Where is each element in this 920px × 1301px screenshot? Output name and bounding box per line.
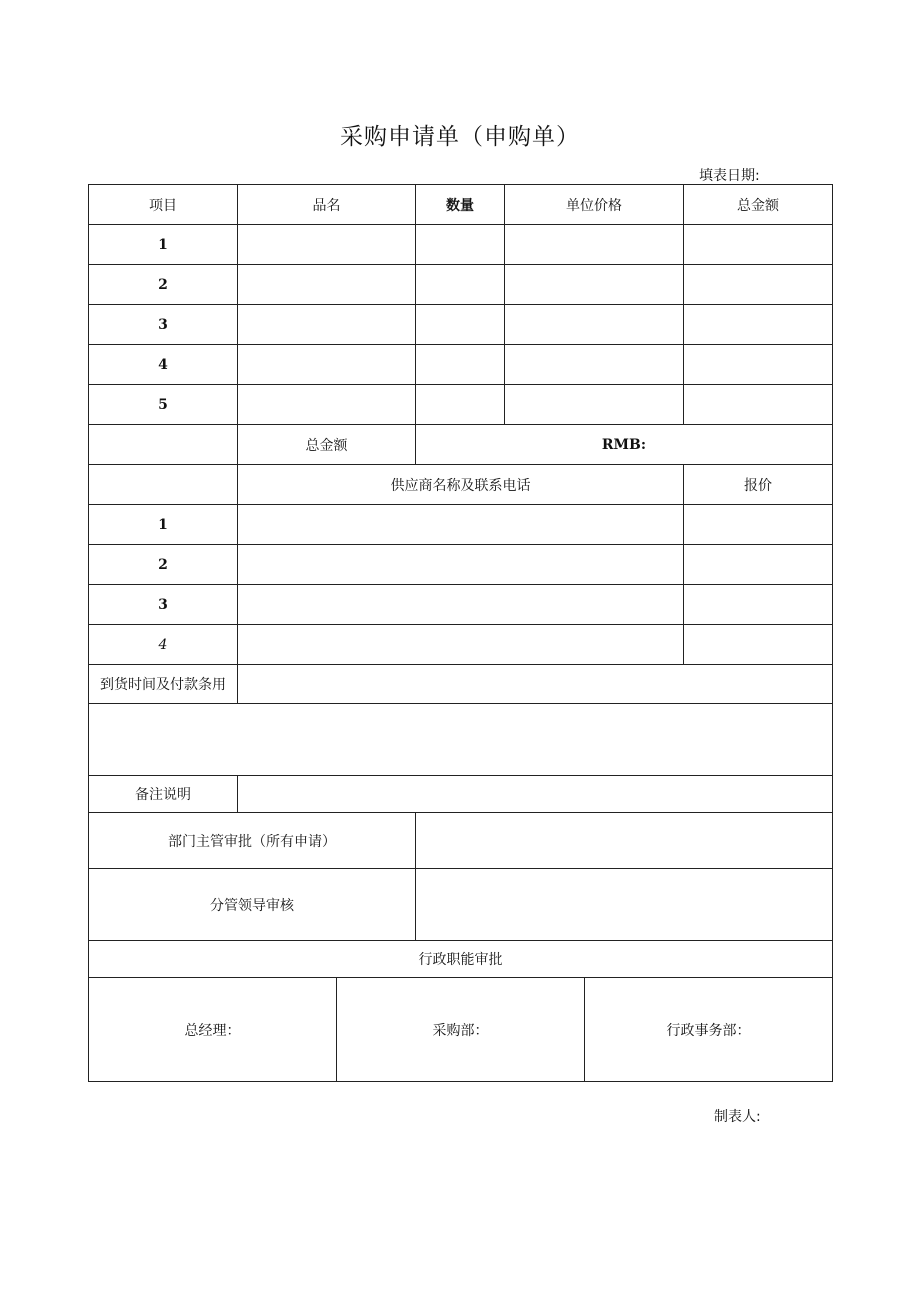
total-rmb-cell[interactable]: RMB:	[416, 425, 833, 465]
item-unit-price-cell[interactable]	[505, 265, 684, 305]
signature-row	[89, 978, 833, 1082]
supplier-row	[89, 585, 833, 625]
supplier-info-cell[interactable]	[238, 625, 684, 665]
leader-review-value-cell[interactable]	[416, 869, 833, 941]
maker-label: 制表人:	[714, 1109, 761, 1125]
item-total-cell[interactable]	[684, 345, 833, 385]
supplier-header-blank	[89, 465, 238, 505]
delivery-label: 到货时间及付款条用	[89, 665, 238, 704]
remarks-value-cell[interactable]	[238, 776, 833, 813]
supplier-header-row	[89, 465, 833, 505]
header-unit-price: 单位价格	[505, 185, 684, 225]
header-name: 品名	[238, 185, 416, 225]
supplier-row	[89, 545, 833, 585]
item-number: 1	[89, 225, 238, 265]
item-quantity-cell[interactable]	[416, 345, 505, 385]
remarks-row	[89, 776, 833, 813]
leader-review-row	[89, 869, 833, 941]
supplier-info-cell[interactable]	[238, 545, 684, 585]
page-title: 采购申请单（申购单）	[340, 124, 580, 150]
item-name-cell[interactable]	[238, 385, 416, 425]
item-unit-price-cell[interactable]	[505, 225, 684, 265]
item-name-cell[interactable]	[238, 225, 416, 265]
item-row	[89, 305, 833, 345]
total-row	[89, 425, 833, 465]
item-number: 2	[89, 265, 238, 305]
supplier-number: 2	[89, 545, 238, 585]
supplier-row	[89, 505, 833, 545]
remarks-label: 备注说明	[89, 776, 238, 813]
purchase-request-table	[88, 184, 833, 1082]
item-name-cell[interactable]	[238, 305, 416, 345]
total-blank-cell	[89, 425, 238, 465]
item-unit-price-cell[interactable]	[505, 305, 684, 345]
item-quantity-cell[interactable]	[416, 265, 505, 305]
item-name-cell[interactable]	[238, 345, 416, 385]
admin-affairs-signature[interactable]: 行政事务部：	[666, 1022, 751, 1039]
supplier-quote-cell[interactable]	[684, 625, 833, 665]
item-number: 3	[89, 305, 238, 345]
admin-approval-row	[89, 941, 833, 978]
item-number: 5	[89, 385, 238, 425]
item-unit-price-cell[interactable]	[505, 385, 684, 425]
general-manager-signature[interactable]: 总经理：	[89, 978, 337, 1081]
dept-approval-value-cell[interactable]	[416, 813, 833, 869]
signature-table	[89, 978, 832, 1081]
supplier-info-cell[interactable]	[238, 505, 684, 545]
signature-container	[89, 978, 833, 1082]
item-name-cell[interactable]	[238, 265, 416, 305]
delivery-value-cell[interactable]	[238, 665, 833, 704]
admin-approval-label: 行政职能审批	[89, 941, 833, 978]
header-total-amount: 总金额	[684, 185, 833, 225]
item-total-cell[interactable]	[684, 385, 833, 425]
supplier-number: 1	[89, 505, 238, 545]
dept-approval-row	[89, 813, 833, 869]
header-row	[89, 185, 833, 225]
item-total-cell[interactable]	[684, 265, 833, 305]
header-quantity: 数量	[416, 185, 505, 225]
header-item: 项目	[89, 185, 238, 225]
fill-date-label: 填表日期:	[699, 168, 760, 184]
item-quantity-cell[interactable]	[416, 225, 505, 265]
total-label: 总金额	[238, 425, 416, 465]
item-quantity-cell[interactable]	[416, 385, 505, 425]
supplier-quote-cell[interactable]	[684, 505, 833, 545]
item-row	[89, 265, 833, 305]
supplier-info-cell[interactable]	[238, 585, 684, 625]
dept-approval-label: 部门主管审批（所有申请）	[89, 813, 416, 869]
blank-row	[89, 704, 833, 776]
item-total-cell[interactable]	[684, 225, 833, 265]
supplier-quote-cell[interactable]	[684, 585, 833, 625]
supplier-row	[89, 625, 833, 665]
leader-review-label: 分管领导审核	[89, 869, 416, 941]
supplier-number: 3	[89, 585, 238, 625]
blank-wide-cell[interactable]	[89, 704, 833, 776]
purchasing-signature[interactable]: 采购部：	[337, 978, 585, 1081]
supplier-name-contact-header: 供应商名称及联系电话	[238, 465, 684, 505]
item-row	[89, 345, 833, 385]
item-total-cell[interactable]	[684, 305, 833, 345]
item-quantity-cell[interactable]	[416, 305, 505, 345]
item-number: 4	[89, 345, 238, 385]
supplier-quote-cell[interactable]	[684, 545, 833, 585]
item-row	[89, 385, 833, 425]
item-row	[89, 225, 833, 265]
delivery-row	[89, 665, 833, 704]
item-unit-price-cell[interactable]	[505, 345, 684, 385]
supplier-quote-header: 报价	[684, 465, 833, 505]
supplier-number: 4	[89, 625, 238, 665]
